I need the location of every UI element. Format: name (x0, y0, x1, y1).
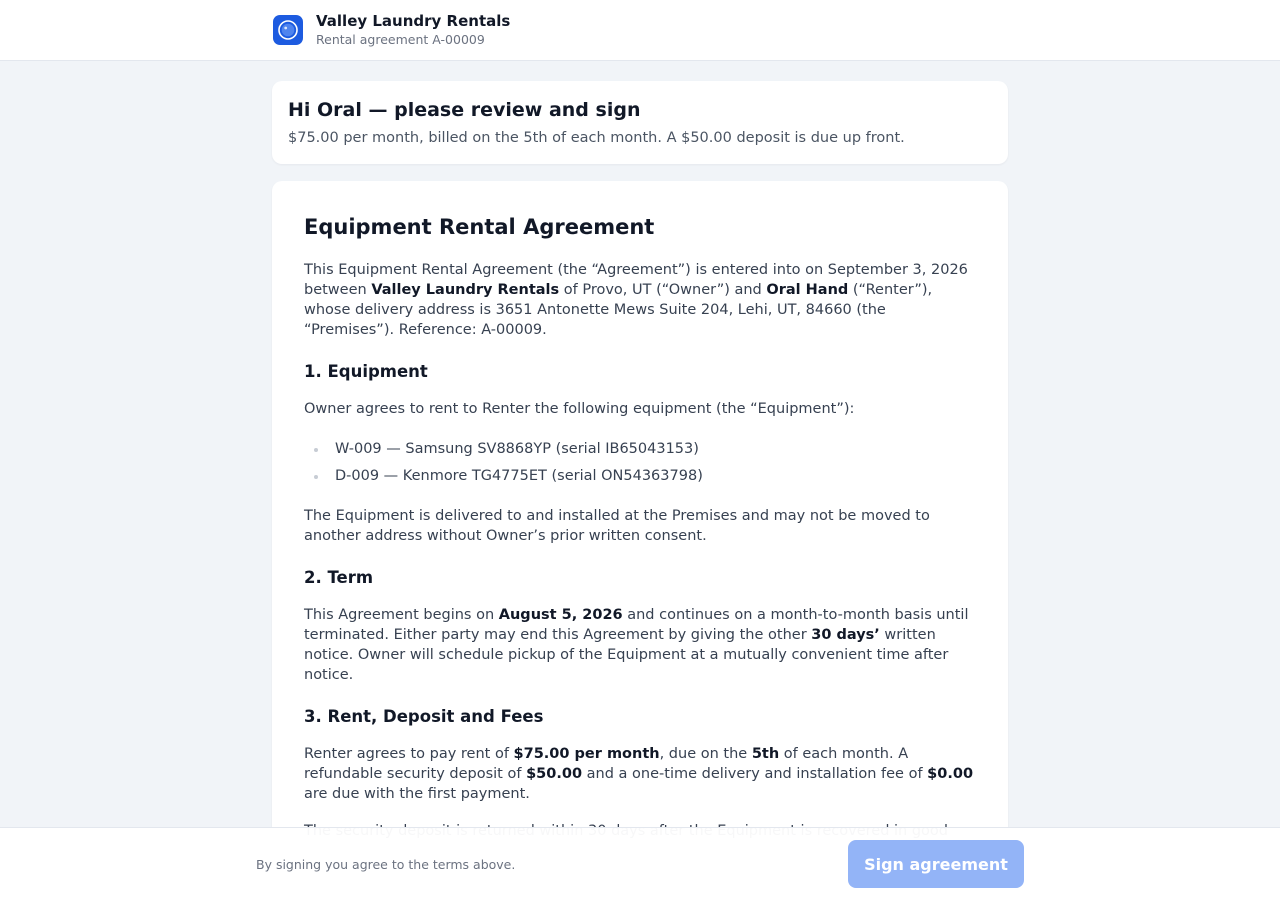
payment-summary: $75.00 per month, billed on the 5th of each month. A $50.00 deposit is due up front. (288, 130, 905, 146)
renter-name: Oral Hand (766, 282, 849, 298)
preamble-text: This Equipment Rental Agreement (the “Agreement”) is entered into on September 3, 2026 between (304, 262, 968, 298)
equipment-terms: The Equipment is delivered to and installed at the Premises and may not be moved to another address without Owner’s prior written consent. (304, 508, 930, 544)
washer-icon (273, 15, 303, 45)
equipment-intro: Owner agrees to rent to Renter the following equipment (the “Equipment”): (304, 401, 855, 417)
section-heading-term: 2. Term (304, 568, 374, 587)
fee-amount: $0.00 (927, 766, 974, 782)
sign-agreement-button[interactable]: Sign agreement (848, 840, 1024, 888)
sign-footer (0, 827, 1280, 900)
term-text: This Agreement begins on (304, 607, 499, 623)
rent-text: Renter agrees to pay rent of (304, 746, 514, 762)
list-item (304, 439, 976, 459)
rent-text: are due with the first payment. (304, 786, 530, 802)
agreement-document (272, 181, 1008, 900)
equipment-list (304, 439, 976, 486)
notice-period: 30 days’ (811, 627, 880, 643)
owner-name: Valley Laundry Rentals (371, 282, 560, 298)
preamble-text: (“Renter”), whose delivery address is 3651 Antonette Mews Suite 204, Lehi, UT, 84660 (the “Premises”). Reference: A-00009. (304, 282, 933, 338)
term-text: written notice. Owner will schedule pickup of the Equipment at a mutually convenient time after notice. (304, 627, 949, 683)
rent-text: of each month. A refundable security deposit of (304, 746, 909, 782)
term-text: and continues on a month-to-month basis until terminated. Either party may end this Agreement by giving the other (304, 607, 969, 643)
rent-paragraph (304, 744, 976, 804)
deposit-amount: $50.00 (526, 766, 583, 782)
document-title: Equipment Rental Agreement (304, 215, 655, 239)
top-bar (0, 0, 1280, 61)
section-heading-equipment: 1. Equipment (304, 362, 428, 381)
preamble-text: of Provo, UT (“Owner”) and (559, 282, 767, 298)
list-item (304, 466, 976, 486)
start-date: August 5, 2026 (498, 607, 623, 623)
preamble (304, 260, 976, 340)
equipment-item: W-009 — Samsung SV8868YP (serial IB65043153) (335, 441, 699, 457)
consent-note: By signing you agree to the terms above. (256, 857, 516, 872)
rent-text: , due on the (659, 746, 752, 762)
term-paragraph (304, 605, 976, 685)
agreement-reference: Rental agreement A-00009 (316, 32, 485, 47)
brand-name: Valley Laundry Rentals (316, 12, 511, 30)
rent-amount: $75.00 per month (513, 746, 660, 762)
due-day: 5th (751, 746, 780, 762)
greeting-card (272, 81, 1008, 164)
section-heading-rent: 3. Rent, Deposit and Fees (304, 707, 544, 726)
rent-text: and a one-time delivery and installation fee of (582, 766, 928, 782)
equipment-item: D-009 — Kenmore TG4775ET (serial ON54363798) (335, 468, 703, 484)
greeting-title: Hi Oral — please review and sign (288, 99, 641, 121)
